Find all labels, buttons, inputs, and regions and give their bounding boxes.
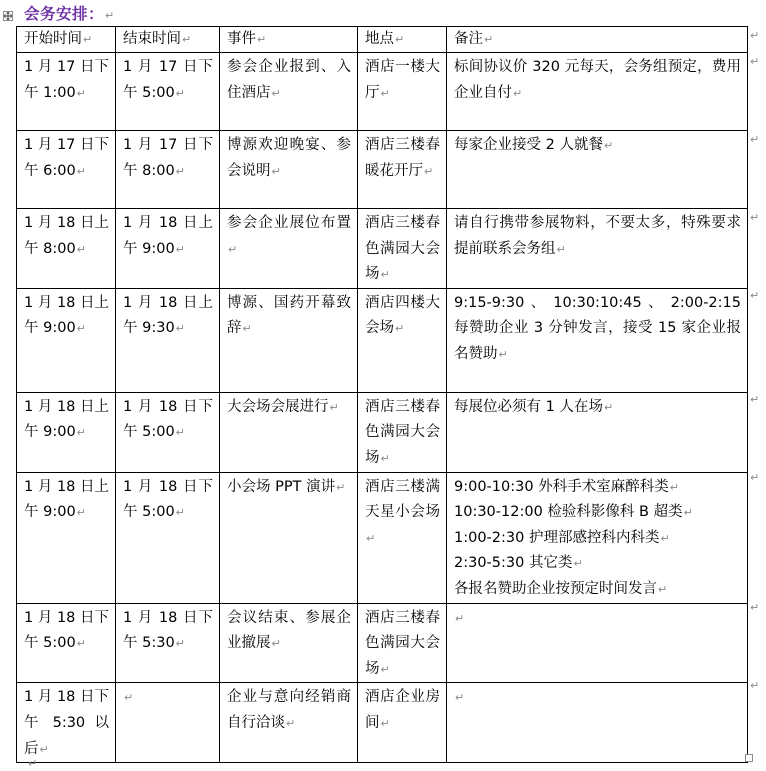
row-end-mark: ↵: [750, 601, 760, 614]
cell-event-text: 小会场 PPT 演讲: [227, 478, 336, 495]
table-row: [17, 288, 748, 392]
cell-paragraph-mark: ↵: [76, 506, 86, 520]
cell-event-text: 博源欢迎晚宴、参会说明: [227, 137, 351, 179]
row-end-mark: ↵: [750, 289, 760, 302]
row-end-mark: ↵: [750, 133, 760, 146]
cell-start-time-text: 1 月 17 日下午 1:00: [24, 59, 110, 101]
cell-paragraph-mark: ↵: [76, 426, 86, 440]
cell-paragraph-mark: ↵: [175, 164, 185, 178]
cell-paragraph-mark: ↵: [498, 347, 508, 361]
notes-line: [454, 606, 741, 632]
cell-place[interactable]: [358, 392, 447, 472]
cell-paragraph-mark: ↵: [395, 322, 405, 336]
cell-event-text: 大会场会展进行: [227, 398, 329, 415]
cell-end-time[interactable]: [116, 209, 220, 289]
cell-paragraph-mark: ↵: [242, 322, 252, 336]
cell-event[interactable]: [220, 683, 358, 763]
cell-paragraph-mark: ↵: [660, 531, 670, 545]
cell-paragraph-mark: ↵: [603, 400, 614, 414]
cell-end-time[interactable]: [116, 472, 220, 603]
row-end-mark: ↵: [750, 211, 760, 224]
cell-paragraph-mark: ↵: [455, 611, 465, 625]
cell-start-time[interactable]: [17, 288, 116, 392]
cell-start-time-text: 1 月 17 日下午 6:00: [24, 137, 110, 179]
table-move-handle[interactable]: [3, 11, 13, 21]
cell-paragraph-mark: ↵: [175, 86, 185, 100]
cell-end-time-text: 1 月 18 日下午 5:00: [123, 398, 213, 441]
cell-event-text: 博源、国药开幕致辞: [227, 294, 351, 337]
cell-place[interactable]: [358, 131, 447, 209]
cell-event-text: 企业与意向经销商自行洽谈: [227, 689, 351, 731]
move-arrows-icon: [4, 12, 12, 20]
cell-notes[interactable]: [447, 53, 748, 131]
cell-place-text: 酒店三楼满天星小会场: [365, 478, 440, 521]
cell-paragraph-mark: ↵: [39, 742, 49, 756]
cell-place-text: 酒店四楼大会场: [365, 294, 440, 337]
cell-start-time[interactable]: [17, 131, 116, 209]
cell-end-time-text: 1 月 18 日上午 9:00: [123, 215, 213, 257]
cell-event[interactable]: [220, 53, 358, 131]
cell-start-time-text: 1 月 18 日上午 9:00: [24, 478, 110, 521]
cell-start-time[interactable]: [17, 392, 116, 472]
row-end-mark: ↵: [750, 679, 760, 692]
header-cell-place[interactable]: 地点↵: [358, 27, 447, 53]
cell-paragraph-mark: ↵: [175, 637, 185, 651]
cell-paragraph-mark: ↵: [658, 582, 668, 596]
cell-paragraph-mark: ↵: [175, 242, 185, 256]
cell-notes[interactable]: [447, 472, 748, 603]
cell-paragraph-mark: ↵: [76, 322, 86, 336]
heading-text: 会务安排：: [24, 5, 105, 23]
cell-event[interactable]: [220, 131, 358, 209]
cell-notes[interactable]: [447, 683, 748, 763]
cell-paragraph-mark: ↵: [76, 164, 86, 178]
cell-start-time[interactable]: [17, 683, 116, 763]
cell-paragraph-mark: ↵: [513, 86, 523, 100]
cell-start-time[interactable]: [17, 603, 116, 683]
cell-paragraph-mark: ↵: [76, 86, 86, 100]
cell-end-time-text: 1 月 18 日下午 5:00: [123, 478, 213, 521]
trailing-paragraph-mark: ↵: [28, 757, 38, 770]
table-row: [17, 131, 748, 209]
notes-line: 1:00-2:30 护理部感控科内科类↵: [454, 529, 670, 546]
cell-start-time[interactable]: [17, 472, 116, 603]
section-heading: [24, 2, 115, 26]
cell-end-time-text: 1 月 17 日下午 8:00: [123, 137, 213, 179]
row-end-mark: ↵: [750, 55, 760, 68]
cell-paragraph-mark: ↵: [366, 531, 376, 545]
notes-line: 每展位必须有 1 人在场↵: [454, 398, 614, 415]
cell-notes[interactable]: [447, 288, 748, 392]
cell-event[interactable]: [220, 472, 358, 603]
notes-line: [454, 685, 741, 711]
cell-event[interactable]: [220, 392, 358, 472]
cell-paragraph-mark: ↵: [271, 164, 281, 178]
cell-paragraph-mark: ↵: [380, 451, 390, 465]
cell-event[interactable]: [220, 603, 358, 683]
cell-place[interactable]: [358, 683, 447, 763]
cell-paragraph-mark: ↵: [455, 691, 465, 705]
notes-line: 各报名赞助企业按预定时间发言↵: [454, 580, 668, 597]
cell-paragraph-mark: ↵: [286, 716, 296, 730]
cell-event-text: 参会企业报到、入住酒店: [227, 59, 351, 101]
cell-place[interactable]: [358, 603, 447, 683]
notes-line: 10:30-12:00 检验科影像科 B 超类↵: [454, 504, 693, 521]
cell-paragraph-mark: ↵: [175, 506, 185, 520]
notes-line: 每家企业接受 2 人就餐↵: [454, 137, 614, 153]
cell-place-text: 酒店企业房间: [365, 689, 440, 731]
cell-paragraph-mark: ↵: [380, 662, 390, 676]
cell-place-text: 酒店三楼春暖花开厅: [365, 137, 440, 179]
cell-place-text: 酒店一楼大厅: [365, 59, 440, 101]
cell-place-text: 酒店三楼春色满园大会场: [365, 609, 440, 677]
cell-end-time-text: 1 月 18 日上午 9:30: [123, 294, 213, 337]
cell-place-text: 酒店三楼春色满园大会场: [365, 398, 440, 466]
cell-end-time[interactable]: [116, 53, 220, 131]
row-end-mark: ↵: [750, 29, 760, 42]
cell-paragraph-mark: ↵: [603, 139, 614, 152]
cell-place-text: 酒店三楼春色满园大会场: [365, 215, 440, 283]
cell-paragraph-mark: ↵: [329, 400, 339, 414]
cell-event[interactable]: [220, 209, 358, 289]
cell-paragraph-mark: ↵: [336, 480, 346, 494]
table-row: [17, 392, 748, 472]
cell-event[interactable]: [220, 288, 358, 392]
cell-paragraph-mark: ↵: [76, 242, 86, 256]
table-header-row: [17, 27, 748, 53]
agenda-table-body: [17, 27, 748, 763]
cell-end-time-text: 1 月 17 日下午 5:00: [123, 59, 213, 101]
cell-paragraph-mark: ↵: [124, 691, 134, 705]
table-row: [17, 603, 748, 683]
cell-end-time[interactable]: [116, 392, 220, 472]
cell-end-time-text: 1 月 18 日下午 5:30: [123, 609, 213, 652]
notes-line: 标间协议价 320 元每天，会务组预定，费用企业自付↵: [454, 59, 741, 101]
cell-place[interactable]: [358, 53, 447, 131]
cell-end-time[interactable]: [116, 288, 220, 392]
header-cell-end[interactable]: 结束时间↵: [116, 27, 220, 53]
cell-paragraph-mark: ↵: [271, 86, 281, 100]
header-cell-start[interactable]: 开始时间↵: [17, 27, 116, 53]
row-end-mark: ↵: [750, 471, 760, 484]
cell-paragraph-mark: ↵: [669, 480, 679, 494]
table-row: [17, 209, 748, 289]
cell-place[interactable]: [358, 209, 447, 289]
cell-paragraph-mark: ↵: [573, 557, 583, 571]
cell-paragraph-mark: ↵: [380, 268, 390, 282]
table-row: [17, 53, 748, 131]
cell-paragraph-mark: ↵: [271, 637, 281, 651]
cell-paragraph-mark: ↵: [683, 506, 693, 520]
header-cell-notes[interactable]: 备注↵: [447, 27, 748, 53]
notes-line: 9:00-10:30 外科手术室麻醉科类↵: [454, 478, 679, 495]
table-resize-handle[interactable]: [745, 754, 753, 762]
row-end-mark: ↵: [750, 393, 760, 406]
cell-notes[interactable]: [447, 603, 748, 683]
cell-start-time[interactable]: [17, 53, 116, 131]
header-cell-event[interactable]: 事件↵: [220, 27, 358, 53]
cell-paragraph-mark: ↵: [175, 426, 185, 440]
notes-line: 请自行携带参展物料，不要太多，特殊要求提前联系会务组↵: [454, 215, 741, 257]
cell-event-text: 会议结束、参展企业撤展: [227, 609, 351, 652]
cell-notes[interactable]: [447, 131, 748, 209]
cell-paragraph-mark: ↵: [76, 637, 86, 651]
cell-paragraph-mark: ↵: [424, 164, 434, 178]
cell-end-time[interactable]: [116, 603, 220, 683]
cell-notes[interactable]: [447, 209, 748, 289]
cell-start-time-text: 1 月 18 日上午 8:00: [24, 215, 110, 257]
cell-notes[interactable]: [447, 392, 748, 472]
cell-paragraph-mark: ↵: [228, 242, 238, 256]
cell-paragraph-mark: ↵: [556, 242, 566, 256]
cell-start-time-text: 1 月 18 日下午 5:30 以后: [24, 689, 110, 757]
table-row: [17, 683, 748, 763]
notes-line: 2:30-5:30 其它类↵: [454, 555, 583, 572]
notes-line: 9:15-9:30 、 10:30:10:45 、 2:00-2:15 每赞助企业 3 分钟发言，接受 15 家企业报名赞助↵: [454, 294, 741, 362]
agenda-table: [16, 26, 748, 763]
cell-paragraph-mark: ↵: [380, 86, 390, 100]
cell-event-text: 参会企业展位布置: [227, 215, 351, 231]
cell-start-time[interactable]: [17, 209, 116, 289]
paragraph-mark: ↵: [105, 9, 115, 22]
cell-place[interactable]: [358, 472, 447, 603]
cell-start-time-text: 1 月 18 日上午 9:00: [24, 398, 110, 441]
table-row: [17, 472, 748, 603]
cell-end-time[interactable]: [116, 683, 220, 763]
cell-paragraph-mark: ↵: [380, 716, 390, 730]
cell-place[interactable]: [358, 288, 447, 392]
cell-end-time[interactable]: [116, 131, 220, 209]
cell-start-time-text: 1 月 18 日上午 9:00: [24, 294, 110, 337]
cell-paragraph-mark: ↵: [175, 322, 185, 336]
cell-start-time-text: 1 月 18 日下午 5:00: [24, 609, 110, 652]
